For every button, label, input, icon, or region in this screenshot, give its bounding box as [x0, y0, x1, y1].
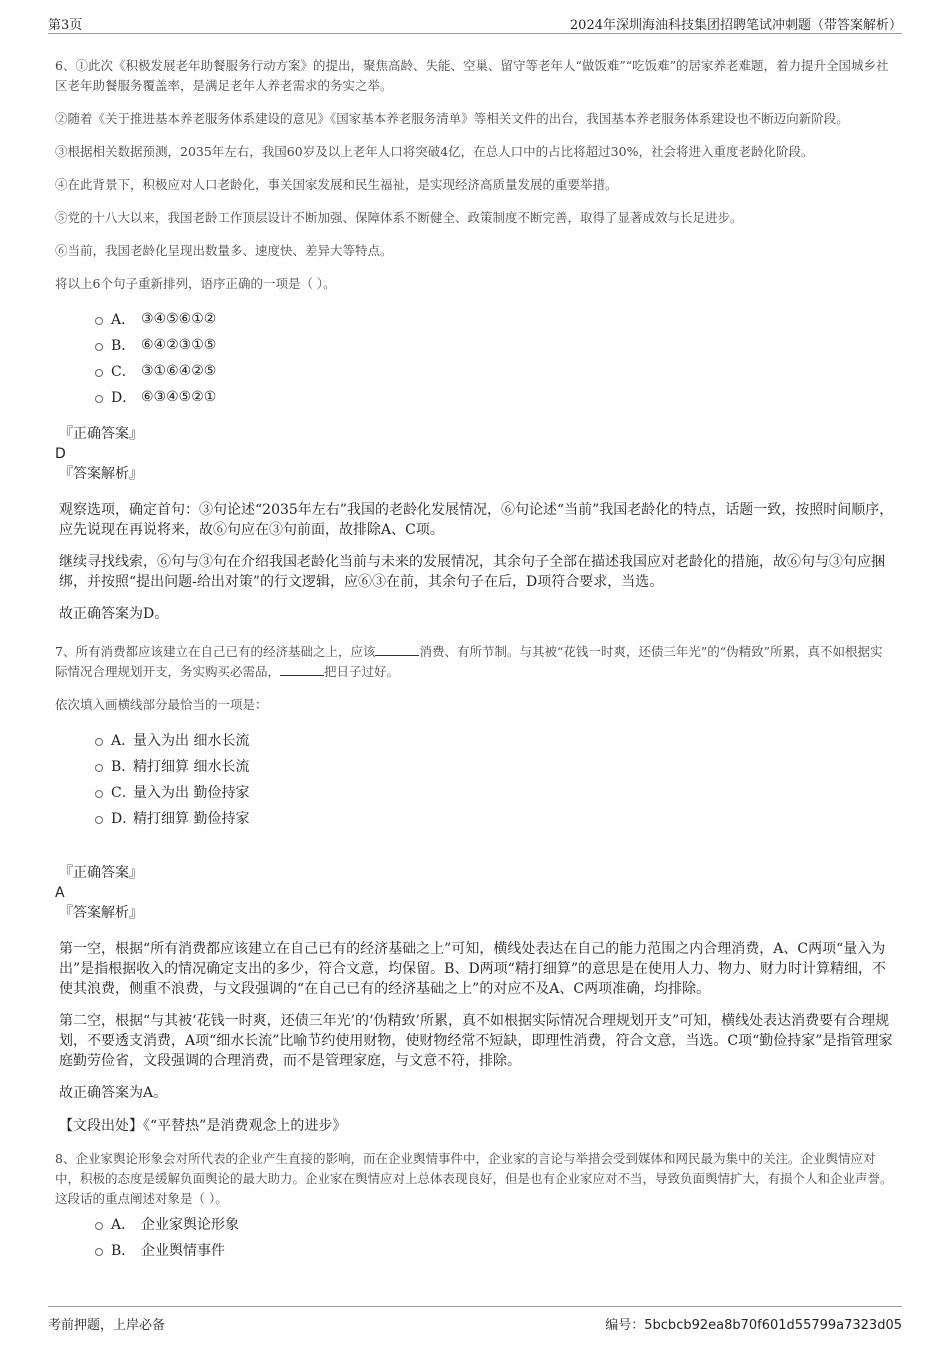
q6-sentence-2: ②随着《关于推进基本养老服务体系建设的意见》《国家基本养老服务清单》等相关文件的出台，我国基本养老服务体系建设也不断迈向新阶段。 — [55, 111, 849, 126]
q7-source: 【文段出处】《“平替热”是消费观念上的进步》 — [59, 1118, 347, 1134]
radio-icon[interactable] — [95, 395, 103, 403]
q7-answer-label: 『正确答案』 — [59, 865, 143, 881]
q6-answer: D — [55, 446, 66, 462]
q7-option-a[interactable]: A． 量入为出 细水长流 — [95, 727, 895, 753]
radio-icon[interactable] — [95, 790, 103, 798]
document-body — [55, 56, 895, 1277]
radio-icon[interactable] — [95, 369, 103, 377]
radio-icon[interactable] — [95, 1248, 103, 1256]
footer-slogan: 考前押题，上岸必备 — [48, 1318, 166, 1333]
radio-icon[interactable] — [95, 317, 103, 325]
blank-line — [280, 662, 324, 676]
q7-analysis-1: 第一空，根据“所有消费都应该建立在自己已有的经济基础之上”可知，横线处表达在自己的能力范围之内合理消费，A、C两项“量入为出”是指根据收入的情况确定支出的多少，符合文意，均保留。B、D两项“精打细算”的意思是在使用人力、物力、财力时计算精细，不使其浪费，侧重不浪费，与文段强调的“在自己已有的经济基础之上”的对应不及A、C两项准确，均排除。 — [59, 941, 886, 997]
question-8 — [55, 1149, 895, 1263]
q6-sentence-3: ③根据相关数据预测，2035年左右，我国60岁及以上老年人口将突破4亿，在总人口中的占比将超过30%，社会将进入重度老龄化阶段。 — [55, 144, 814, 159]
q8-option-b[interactable]: B． 企业舆情事件 — [95, 1237, 895, 1263]
q8-prompt: 这段话的重点阐述对象是（ ）。 — [55, 1191, 228, 1206]
q8-stem: 8、企业家舆论形象会对所代表的企业产生直接的影响，而在企业舆情事件中，企业家的言论与举措会受到媒体和网民最为集中的关注。企业舆情应对中，积极的态度是缓解负面舆论的最大助力。企业家在舆情应对上总体表现良好，但是也有企业家应对不当，导致负面舆情扩大，有损个人和企业声誉。 — [55, 1151, 893, 1186]
radio-icon[interactable] — [95, 764, 103, 772]
q7-option-d[interactable]: D． 精打细算 勤俭持家 — [95, 805, 895, 831]
q7-option-c[interactable]: C． 量入为出 勤俭持家 — [95, 779, 895, 805]
q6-option-d[interactable]: D． ⑥③④⑤②① — [95, 384, 895, 410]
radio-icon[interactable] — [95, 816, 103, 824]
q7-analysis-label: 『答案解析』 — [59, 905, 143, 921]
q7-answer: A — [55, 885, 65, 901]
header-divider — [48, 33, 902, 34]
q6-options — [95, 306, 895, 410]
q6-analysis-label: 『答案解析』 — [59, 466, 143, 482]
page-number: 第3页 — [48, 18, 83, 33]
q6-analysis-3: 故正确答案为D。 — [59, 606, 169, 622]
radio-icon[interactable] — [95, 1222, 103, 1230]
radio-icon[interactable] — [95, 343, 103, 351]
q6-analysis-1: 观察选项，确定首句：③句论述“2035年左右”我国的老龄化发展情况，⑥句论述“当前”我国老龄化的特点，话题一致，按照时间顺序，应先说现在再说将来，故⑥句应在③句前面，故排除A、C项。 — [59, 502, 894, 538]
q7-analysis-3: 故正确答案为A。 — [59, 1085, 168, 1101]
question-6 — [55, 56, 895, 624]
document-title: 2024年深圳海油科技集团招聘笔试冲刺题（带答案解析） — [569, 18, 902, 33]
q6-sentence-6: ⑥当前，我国老龄化呈现出数量多、速度快、差异大等特点。 — [55, 243, 393, 258]
q7-stem: 7、所有消费都应该建立在自己已有的经济基础之上，应该 消费、有所节制。与其被“花钱一时爽，还债三年光”的“伪精致”所累，真不如根据实际情况合理规划开支，务实购买必需品， 把日子过好。 — [55, 644, 883, 679]
q8-option-a[interactable]: A． 企业家舆论形象 — [95, 1211, 895, 1237]
q6-sentence-5: ⑤党的十八大以来，我国老龄工作顶层设计不断加强、保障体系不断健全、政策制度不断完善，取得了显著成效与长足进步。 — [55, 210, 743, 225]
blank-line — [375, 642, 419, 656]
q7-analysis-2: 第二空，根据“与其被‘花钱一时爽，还债三年光’的‘伪精致’所累，真不如根据实际情况合理规划开支”可知，横线处表达消费要有合理规划，不要透支消费，A项“细水长流”比喻节约使用财物，使财物经常不短缺，即理性消费，符合文意，当选。C项“勤俭持家”是指管理家庭勤劳俭省，文段强调的合理消费，而不是管理家庭，与文意不符，排除。 — [59, 1013, 893, 1069]
q7-prompt: 依次填入画横线部分最恰当的一项是： — [55, 697, 268, 712]
q6-option-a[interactable]: A． ③④⑤⑥①② — [95, 306, 895, 332]
q7-options — [95, 727, 895, 831]
q6-option-b[interactable]: B． ⑥④②③①⑤ — [95, 332, 895, 358]
q8-options — [95, 1211, 895, 1263]
radio-icon[interactable] — [95, 738, 103, 746]
q6-option-c[interactable]: C． ③①⑥④②⑤ — [95, 358, 895, 384]
q6-analysis-2: 继续寻找线索，⑥句与③句在介绍我国老龄化当前与未来的发展情况，其余句子全部在描述我国应对老龄化的措施，故⑥句与③句应捆绑，并按照“提出问题-给出对策”的行文逻辑，应⑥③在前，其余句子在后，D项符合要求，当选。 — [59, 554, 885, 590]
q6-sentence-1: 6、①此次《积极发展老年助餐服务行动方案》的提出，聚焦高龄、失能、空巢、留守等老年人“做饭难”“吃饭难”的居家养老难题，着力提升全国城乡社区老年助餐服务覆盖率，是满足老年人养老需求的务实之举。 — [55, 58, 889, 93]
document-code: 编号：5bcbcb92ea8b70f601d55799a7323d05 — [605, 1318, 902, 1333]
q6-prompt: 将以上6个句子重新排列，语序正确的一项是（ ）。 — [55, 276, 336, 291]
question-7 — [55, 642, 895, 1135]
q6-answer-label: 『正确答案』 — [59, 426, 143, 442]
q6-sentence-4: ④在此背景下，积极应对人口老龄化，事关国家发展和民生福祉，是实现经济高质量发展的重要举措。 — [55, 177, 618, 192]
q7-option-b[interactable]: B． 精打细算 细水长流 — [95, 753, 895, 779]
footer-divider — [48, 1306, 902, 1307]
